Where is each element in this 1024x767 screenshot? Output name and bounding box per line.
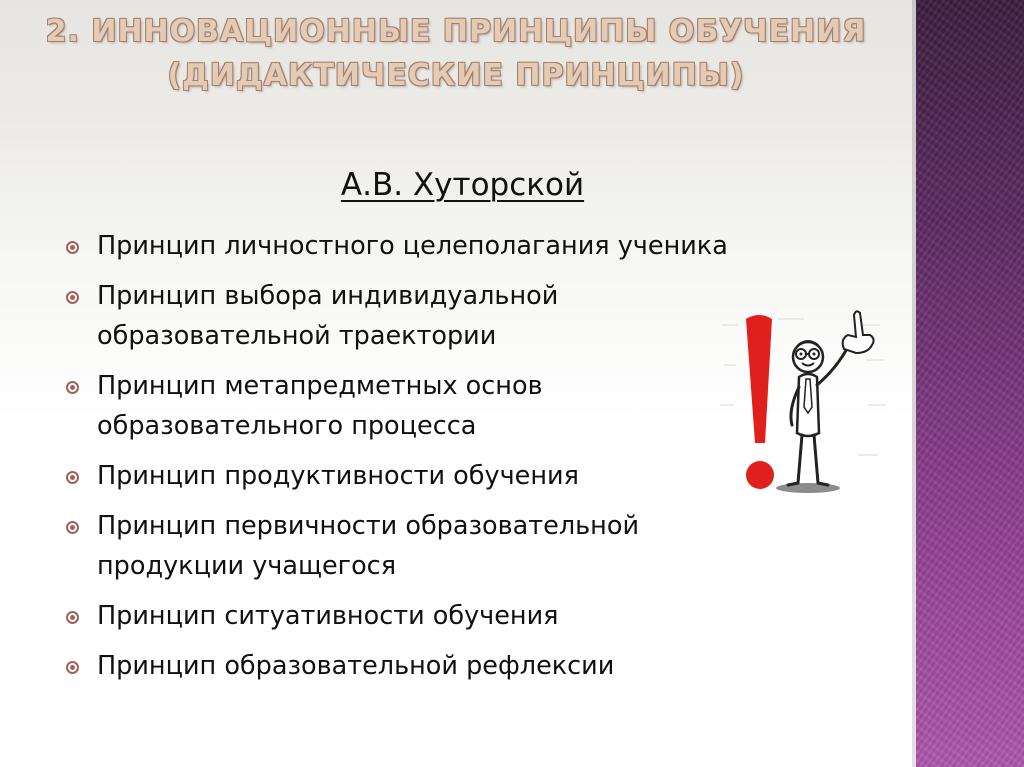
- decorative-purple-strip: [912, 0, 1024, 767]
- list-item-text: Принцип выбора индивидуальной: [97, 281, 559, 311]
- list-item: [66, 646, 886, 686]
- author-heading: А.В. Хуторской: [340, 167, 585, 203]
- list-item-text: Принцип образовательной рефлексии: [97, 651, 615, 681]
- list-item-text-continued: продукции учащегося: [97, 551, 397, 581]
- stick-figure-exclamation-icon: [718, 305, 888, 500]
- list-item: [66, 506, 886, 586]
- exclamation-dot: [746, 461, 774, 489]
- bullet-icon: [66, 381, 79, 394]
- bullet-icon: [66, 241, 79, 254]
- bullet-icon: [66, 611, 79, 624]
- list-item-text-continued: образовательного процесса: [97, 411, 477, 441]
- slide-title-line-1: 2. ИННОВАЦИОННЫЕ ПРИНЦИПЫ ОБУЧЕНИЯ: [45, 14, 867, 49]
- list-item-text: Принцип первичности образовательной: [97, 511, 640, 541]
- list-item-text: Принцип метапредметных основ: [97, 371, 543, 401]
- list-item: [66, 596, 886, 636]
- list-item: [66, 226, 886, 266]
- strip-edge: [912, 0, 916, 767]
- exclamation-bar: [746, 315, 772, 443]
- bullet-icon: [66, 291, 79, 304]
- list-item-text-continued: образовательной траектории: [97, 321, 497, 351]
- bullet-icon: [66, 661, 79, 674]
- list-item-text: Принцип личностного целеполагания ученика: [97, 231, 728, 261]
- list-item-text: Принцип ситуативности обучения: [97, 601, 559, 631]
- slide-title: [0, 10, 912, 98]
- bullet-icon: [66, 521, 79, 534]
- bullet-icon: [66, 471, 79, 484]
- list-item-text: Принцип продуктивности обучения: [97, 461, 579, 491]
- slide-title-line-2: (ДИДАКТИЧЕСКИЕ ПРИНЦИПЫ): [167, 58, 745, 93]
